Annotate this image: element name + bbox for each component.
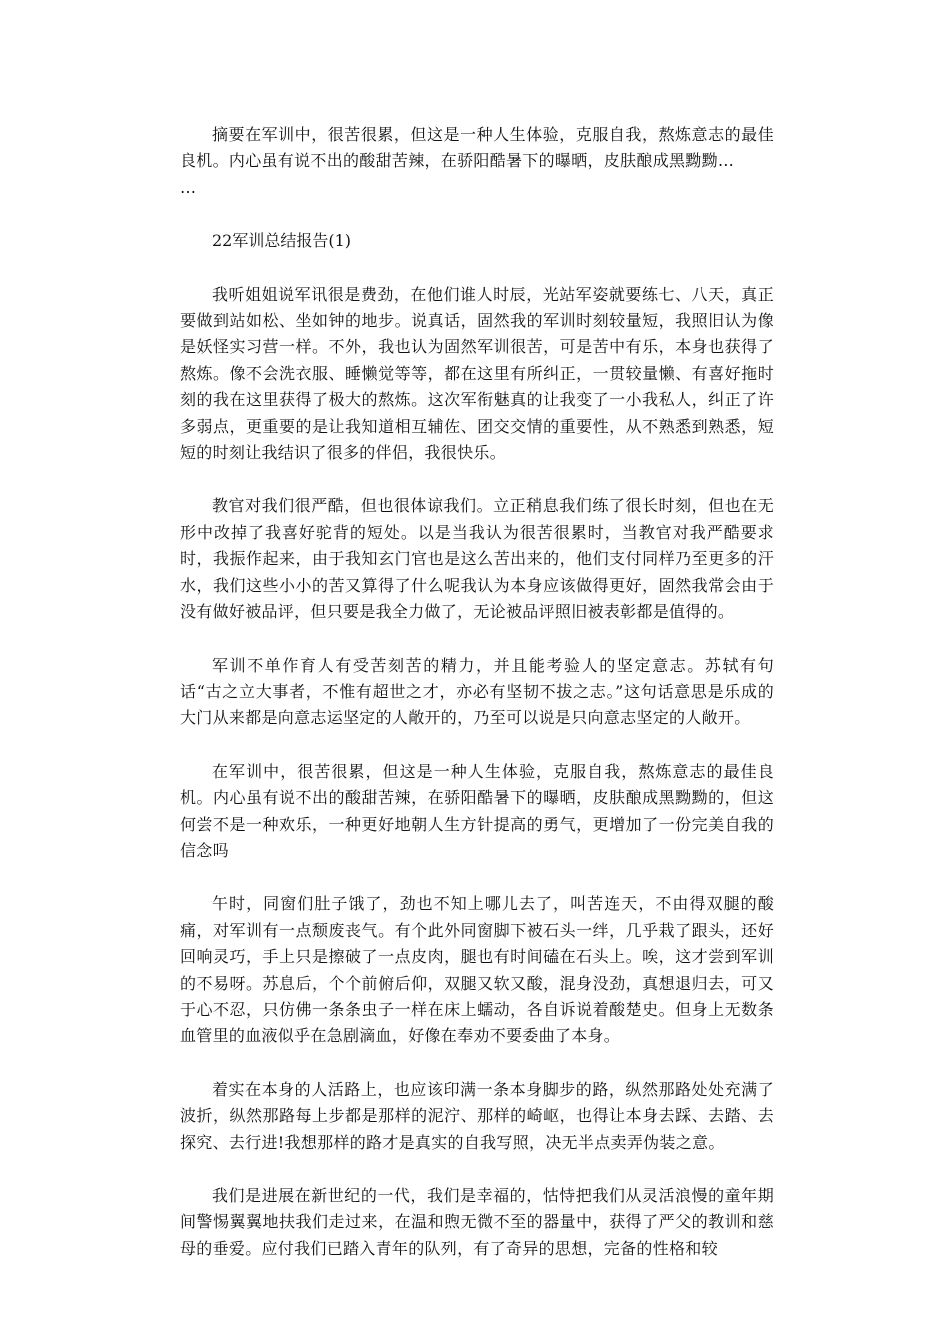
spacer: [180, 626, 774, 653]
document-title: 22军训总结报告(1): [212, 231, 352, 251]
body-paragraph: 教官对我们很严酷，但也很体谅我们。立正稍息我们练了很长时刻，但也在无形中改掉了我喜好驼背的短处。以是当我认为很苦很累时，当教官对我严酷要求时，我振作起来，由于我知玄门官也是这么苦出来的，他们支付同样乃至更多的汗水，我们这些小小的苦又算得了什么呢我认为本身应该做得更好，固然我常会由于没有做好被品评，但只要是我全力做了，无论被品评照旧被表彰都是值得的。: [180, 496, 774, 622]
document-body: [180, 122, 774, 1262]
abstract-ellipsis-tail: …: [180, 177, 197, 197]
spacer: [180, 466, 774, 493]
spacer: [180, 732, 774, 759]
abstract-text: 摘要在军训中，很苦很累，但这是一种人生体验，克服自我，熬炼意志的最佳良机。内心虽有说不出的酸甜苦辣，在骄阳酷暑下的曝晒，皮肤酿成黑黝黝…: [180, 125, 774, 171]
body-paragraph: 军训不单作育人有受苦刻苦的精力，并且能考验人的坚定意志。苏轼有句话“古之立大事者，不惟有超世之才，亦必有坚韧不拔之志。”这句话意思是乐成的大门从来都是向意志运坚定的人敞开的，乃至可以说是只向意志坚定的人敞开。: [180, 655, 774, 728]
body-paragraph: 我们是进展在新世纪的一代，我们是幸福的，怙恃把我们从灵活浪慢的童年期间警惕翼翼地扶我们走过来，在温和煦无微不至的器量中，获得了严父的教训和慈母的垂爱。应付我们已踏入青年的队列，有了奇异的思想，完备的性格和较: [180, 1186, 774, 1258]
spacer: [180, 1050, 774, 1077]
spacer: [180, 255, 774, 282]
body-paragraph: 我听姐姐说军讯很是费劲，在他们谁人时辰，光站军姿就要练七、八天，真正要做到站如松、坐如钟的地步。说真话，固然我的军训时刻较量短，我照旧认为像是妖怪实习营一样。不外，我也认为固然军训很苦，可是苦中有乐，本身也获得了熬炼。像不会洗衣服、睡懒觉等等，都在这里有所纠正，一贯较量懒、有喜好拖时刻的我在这里获得了极大的熬炼。这次军衔魅真的让我变了一小我私人，纠正了许多弱点，更重要的是让我知道相互辅佐、团交交情的重要性，从不熟悉到熟悉，短短的时刻让我结识了很多的伴侣，我很快乐。: [180, 284, 774, 463]
body-paragraph: 着实在本身的人活路上，也应该印满一条本身脚步的路，纵然那路处处充满了波折，纵然那路每上步都是那样的泥泞、那样的崎岖，也得让本身去踩、去踏、去探究、去行进!我想那样的路才是真实的自我写照，决无半点卖弄伪装之意。: [180, 1079, 774, 1152]
body-paragraph: 午时，同窗们肚子饿了，劲也不知上哪儿去了，叫苦连天，不由得双腿的酸痛，对军训有一点颓废丧气。有个此外同窗脚下被石头一绊，几乎栽了跟头，还好回响灵巧，手上只是擦破了一点皮肉，腿也有时间磕在石头上。唉，这才尝到军训的不易呀。苏息后，个个前俯后仰，双腿又软又酸，混身没劲，真想退归去，可又于心不忍，只仿佛一条条虫子一样在床上蠕动，各自诉说着酸楚史。但身上无数条血管里的血液似乎在急剧滴血，好像在奉劝不要委曲了本身。: [180, 894, 774, 1046]
spacer: [180, 201, 774, 228]
abstract-paragraph: [180, 122, 774, 201]
body-paragraph: 在军训中，很苦很累，但这是一种人生体验，克服自我，熬炼意志的最佳良机。内心虽有说不出的酸甜苦辣，在骄阳酷暑下的曝晒，皮肤酿成黑黝黝的，但这何尝不是一种欢乐，一种更好地朝人生方针提高的勇气，更增加了一份完美自我的信念吗: [180, 761, 774, 860]
spacer: [180, 864, 774, 891]
spacer: [180, 1156, 774, 1183]
